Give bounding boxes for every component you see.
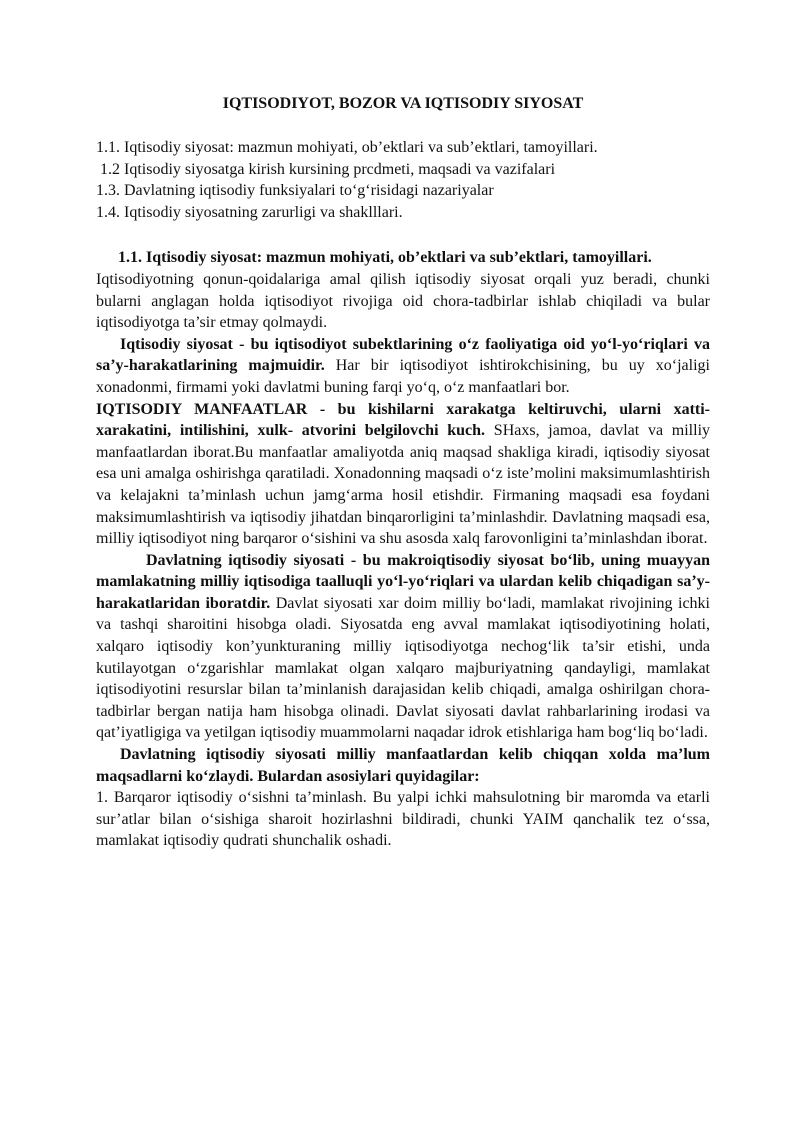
interests-text: SHaxs, jamoa, davlat va milliy manfaatlardan iborat.Bu manfaatlar amaliyotda aniq maqsad shakliga kiradi, iqtisodiy siyosat esa uni amalga oshirishga qaratiladi. Xonadonning maqsadi o‘z iste’molini maksimumlashtirish va kelajakni ta’minlash uchun jamg‘arma hosil etishdir. Firmaning maqsadi esa foydani maksimumlashtirish va iqtisodiy jihatdan binqarorligini ta’minlashdir. Davlatning maqsadi esa, milliy iqtisodiyot ning barqaror o‘sishini va shu asosda xalq farovonligini ta’minlashdan iborat.: [96, 422, 711, 548]
definition-text: Har bir iqtisodiyot ishtirokchisining, bu uy xo‘jaligi xonadonmi, firmami yoki davlatmi buning farqi yo‘q, o‘z manfaatlari bor.: [96, 357, 710, 396]
table-of-contents: [96, 137, 710, 223]
paragraph-goals: Davlatning iqtisodiy siyosati milliy manfaatlardan kelib chiqqan xolda ma’lum maqsadlarni ko‘zlaydi. Bulardan asosiylari quyidagilar:: [96, 746, 710, 785]
state-policy-text: Davlat siyosati xar doim milliy bo‘ladi, mamlakat rivojining ichki va tashqi sharoitini hisobga oladi. Siyosatda eng avval mamlakat iqtisodiyotining holati, xalqaro iqtisodiy kon’yunkturaning milliy iqtisodiyotga nechog‘lik ta’sir etishi, unda kutilayotgan o‘zgarishlar mamlakat olgan xalqaro majburiyatning qandayligi, mamlakat iqtisodiyotini resurslar bilan ta’minlanish darajasidan kelib chiqadi, amalga oshirilgan chora-tadbirlar bergan natija ham hisobga olinadi. Davlat siyosati davlat rahbarlarining irodasi va qat’iyatligiga va yetilgan iqtisodiy muammolarni naqadar idrok etishlariga ham bog‘liq bo‘ladi.: [96, 594, 711, 742]
paragraph-interests: [96, 399, 710, 550]
toc-item: 1.4. Iqtisodiy siyosatning zarurligi va shaklllari.: [96, 203, 403, 221]
definition-bold: Iqtisodiy siyosat - bu iqtisodiyot subektlarining o‘z faoliyatiga oid yo‘l-yo‘riqlari va sa’y-harakatlarining majmuidir.: [96, 335, 710, 375]
paragraph-definition: [96, 334, 710, 399]
toc-item: 1.2 Iqtisodiy siyosatga kirish kursining prcdmeti, maqsadi va vazifalari: [100, 160, 556, 178]
document-title: IQTISODIYOT, BOZOR VA IQTISODIY SIYOSAT: [222, 95, 584, 112]
state-policy-bold: Davlatning iqtisodiy siyosati - bu makroiqtisodiy siyosat bo‘lib, uning muayyan mamlakatning milliy iqtisodiga taalluqli yo‘l-yo‘riqlari va ulardan kelib chiqadigan sa’y-harakatlaridan iboratdir.: [96, 551, 710, 612]
paragraph-state-policy: [96, 550, 710, 744]
paragraph-intro: Iqtisodiyotning qonun-qoidalariga amal qilish iqtisodiy siyosat orqali yuz beradi, chunki bularni anglagan holda iqtisodiyot rivojiga oid chora-tadbirlar ishlab chiqiladi va bular iqtisodiyotga ta’sir etmay qolmaydi.: [96, 270, 710, 332]
interests-bold: IQTISODIY MANFAATLAR - bu kishilarni xarakatga keltiruvchi, ularni xatti-xarakatini, intilishini, xulk- atvorini belgilovchi kuch.: [96, 400, 710, 440]
toc-item: 1.3. Davlatning iqtisodiy funksiyalari to‘g‘risidagi nazariyalar: [96, 182, 494, 200]
paragraph-goal-1: 1. Barqaror iqtisodiy o‘sishni ta’minlash. Bu yalpi ichki mahsulotning bir maromda va etarli sur’atlar bilan o‘sishiga sharoit hozirlashni bildiradi, chunki YAIM qanchalik tez o‘ssa, mamlakat iqtisodiy qudrati shunchalik oshadi.: [96, 789, 710, 850]
section-heading: 1.1. Iqtisodiy siyosat: mazmun mohiyati, ob’ektlari va sub’ektlari, tamoyillari.: [118, 249, 652, 267]
toc-item: 1.1. Iqtisodiy siyosat: mazmun mohiyati, ob’ektlari va sub’ektlari, tamoyillari.: [96, 139, 598, 156]
document-page: [96, 92, 710, 852]
